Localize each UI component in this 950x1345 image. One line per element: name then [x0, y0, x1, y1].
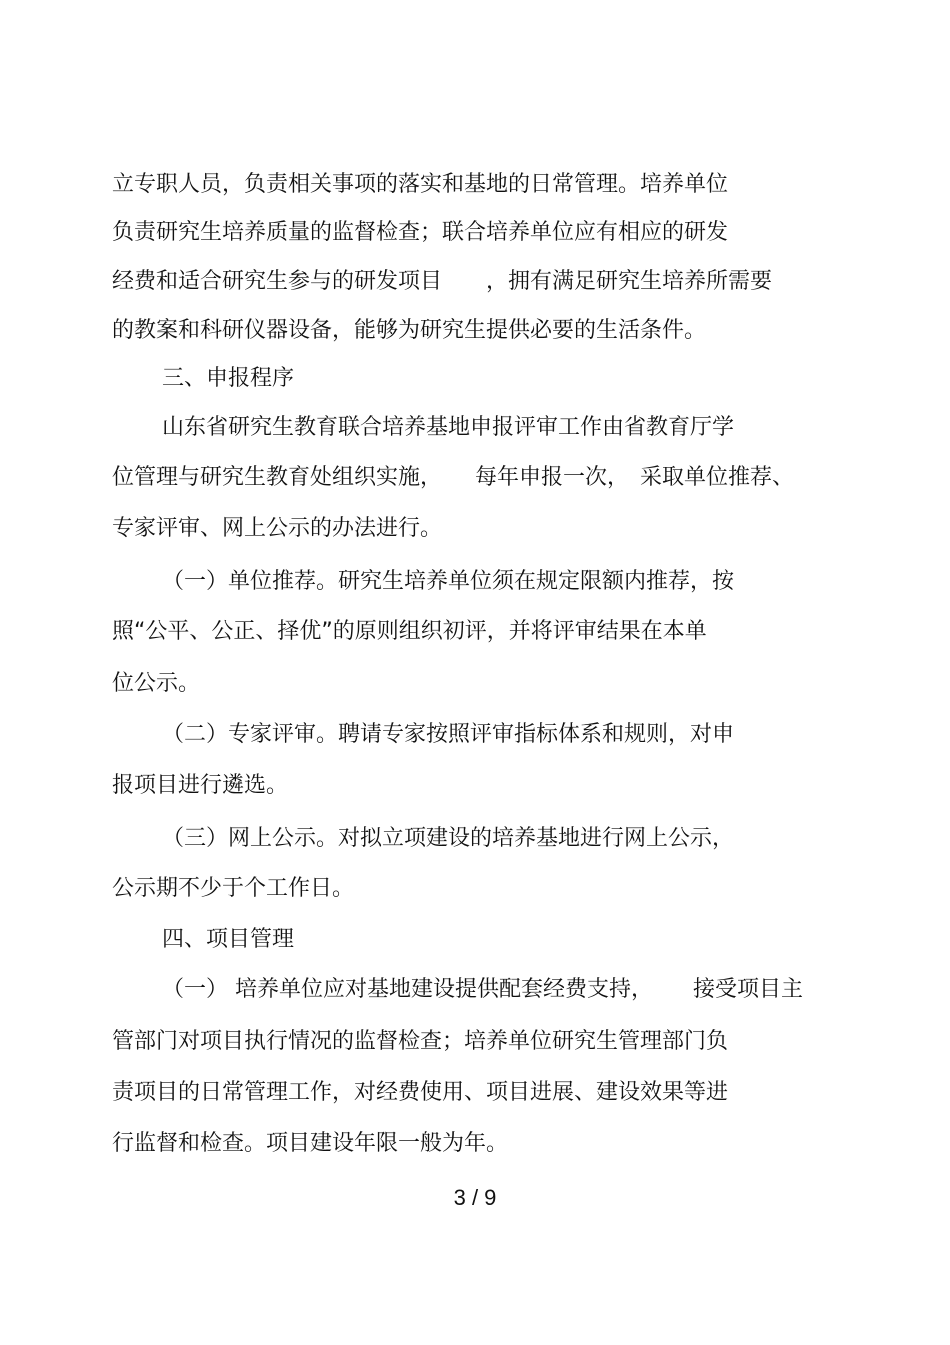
- body-text-line: （一） 培养单位应对基地建设提供配套经费支持， 接受项目主: [162, 977, 803, 1002]
- body-text-line: 立专职人员，负责相关事项的落实和基地的日常管理。培养单位: [112, 172, 729, 197]
- body-text-line: 专家评审、网上公示的办法进行。: [112, 516, 443, 541]
- body-text-line: 位公示。: [112, 671, 201, 696]
- body-text-line: 位管理与研究生教育处组织实施， 每年申报一次， 采取单位推荐、: [112, 465, 795, 490]
- section-heading: 三、申报程序: [162, 366, 295, 391]
- body-text-line: （一）单位推荐。研究生培养单位须在规定限额内推荐，按: [162, 569, 735, 594]
- body-text-line: 报项目进行遴选。: [112, 773, 289, 798]
- body-text-line: 照“公平、公正、择优”的原则组织初评，并将评审结果在本单: [112, 619, 707, 644]
- body-text-line: （二）专家评审。聘请专家按照评审指标体系和规则，对申: [162, 722, 735, 747]
- section-heading: 四、项目管理: [162, 927, 295, 952]
- body-text-line: 山东省研究生教育联合培养基地申报评审工作由省教育厅学: [162, 415, 735, 440]
- body-text-line: 管部门对项目执行情况的监督检查；培养单位研究生管理部门负: [112, 1029, 729, 1054]
- body-text-line: 公示期不少于个工作日。: [112, 876, 355, 901]
- body-text-line: 的教案和科研仪器设备，能够为研究生提供必要的生活条件。: [112, 318, 707, 343]
- body-text-line: 责项目的日常管理工作，对经费使用、项目进展、建设效果等进: [112, 1080, 729, 1105]
- body-text-line: 负责研究生培养质量的监督检查；联合培养单位应有相应的研发: [112, 220, 729, 245]
- body-text-line: （三）网上公示。对拟立项建设的培养基地进行网上公示，: [162, 826, 735, 851]
- body-text-line: 经费和适合研究生参与的研发项目 ，拥有满足研究生培养所需要: [112, 269, 773, 294]
- page-number: 3 / 9: [453, 1185, 497, 1210]
- body-text-line: 行监督和检查。项目建设年限一般为年。: [112, 1131, 509, 1156]
